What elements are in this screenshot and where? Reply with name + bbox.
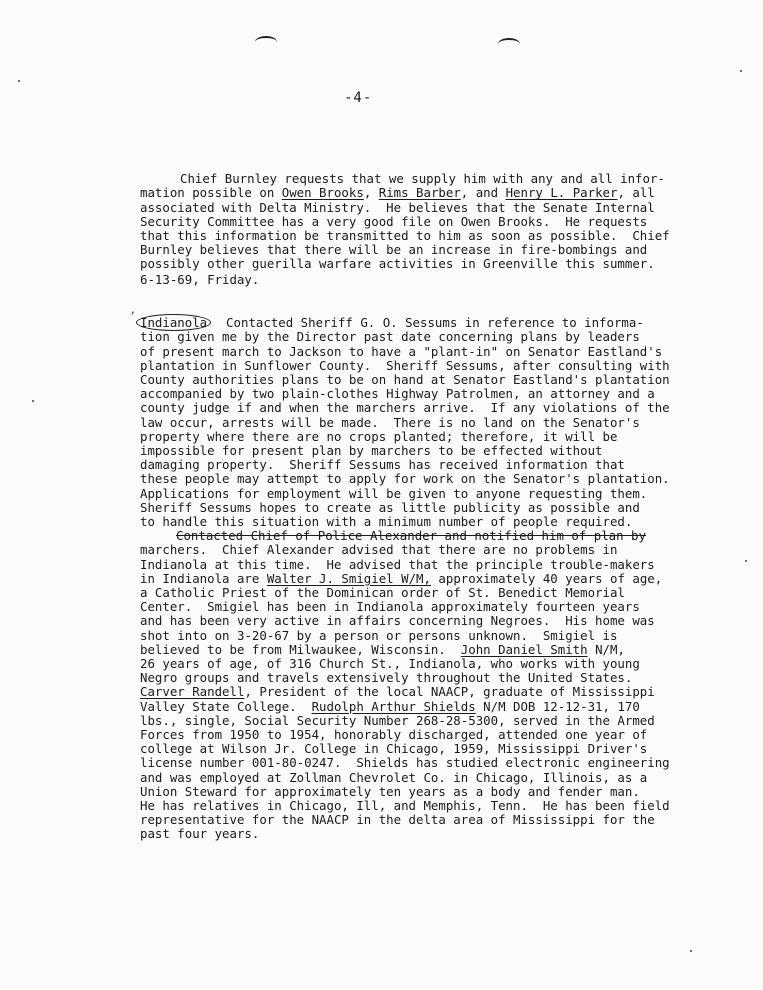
handwritten-check-mark: , bbox=[131, 302, 135, 316]
date-line: 6-13-69, Friday. bbox=[140, 272, 260, 287]
place-indianola-circled: Indianola bbox=[136, 314, 211, 331]
scan-speck bbox=[740, 70, 742, 72]
name-rims-barber: Rims Barber bbox=[378, 185, 461, 201]
scan-speck bbox=[18, 80, 20, 82]
scan-mark-right bbox=[498, 38, 520, 50]
paragraph-chief-burnley: Chief Burnley requests that we supply him with any and all infor- mation possible on Owen Brooks, Rims Barber, and Henry L. Parker, all associated with Delta Ministry. He believes that the Senate Internal Security Committee has a very good file on Owen Brooks. He requests that this information be transmitted to him as soon as possible. Chief Burnley believes that there will be an increase in fire-bombings and possibly other guerilla warfare activities in Greenville this summer. bbox=[140, 171, 670, 272]
paragraph-indianola-sheriff: Indianola Contacted Sheriff G. O. Sessums in reference to informa- tion given me by the Director past date concerning plans by leaders of present march to Jackson to have a "plant-in" on Senator Eastland's plantation in Sunflower County. Sheriff Sessums, after consulting with County authorities plans to be on hand at Senator Eastland's plantation accompanied by two plain-clothes Highway Patrolmen, an attorney and a county judge if and when the marchers arrive. If any violations of the law occur, arrests will be made. There is no land on the Senator's property where there are no crops planted; therefore, it will be impossible for present plan by marchers to be effected without damaging property. Sheriff Sessums has received information that these people may attempt to apply for work on the Senator's plantation. Applications for employment will be given to anyone requesting them. Sheriff Sessums hopes to create as little publicity as possible and to handle this situation with a minimum number of people required. bbox=[140, 302, 660, 543]
name-rudolph-shields: Rudolph Arthur Shields bbox=[311, 698, 476, 714]
scan-speck bbox=[745, 560, 747, 562]
scan-speck bbox=[32, 400, 34, 402]
struck-text: Contacted Chief of Police Alexander and notified him of plan by bbox=[176, 528, 646, 544]
name-john-daniel-smith: John Daniel Smith bbox=[460, 641, 588, 657]
page-number: -4- bbox=[344, 90, 373, 106]
name-owen-brooks: Owen Brooks bbox=[281, 185, 364, 201]
name-carver-randell: Carver Randell bbox=[140, 684, 245, 700]
name-walter-smigiel: Walter J. Smigiel W/M, bbox=[266, 570, 431, 586]
scan-speck bbox=[690, 950, 692, 952]
name-henry-parker: Henry L. Parker bbox=[505, 185, 618, 201]
paragraph-chief-alexander: Contacted Chief of Police Alexander and notified him of plan by marchers. Chief Alexander advised that there are no problems in Indianola at this time. He advised that the principle trouble-makers in Indianola are Walter J. Smigiel W/M, approximately 40 years of age, a Catholic Priest of the Dominican order of St. Benedict Memorial Center. Smigiel has been in Indianola approximately fourteen years and has been very active in affairs concerning Negroes. His home was shot into on 3-20-67 by a person or persons unknown. Smigiel is believed to be from Milwaukee, Wisconsin. John Daniel Smith N/M, 26 years of age, of 316 Church St., Indianola, who works with young Negro groups and travels extensively throughout the United States. Carver Randell, President of the local NAACP, graduate of Mississippi Valley State College. Rudolph Arthur Shields N/M DOB 12-12-31, 170 lbs., single, Social Security Number 268-28-5300, served in the Armed Forces from 1950 to 1954, honorably discharged, attended one year of college at Wilson Jr. College in Chicago, 1959, Mississippi Driver's license number 001-80-0247. Shields has studied electronic engineering and was employed at Zollman Chevrolet Co. in Chicago, Illinois, as a Union Steward for approximately ten years as a body and fender man. He has relatives in Chicago, Ill, and Memphis, Tenn. He has been field representative for the NAACP in the delta area of Mississippi for the past four years. bbox=[140, 528, 670, 842]
scan-mark-left bbox=[255, 36, 277, 48]
